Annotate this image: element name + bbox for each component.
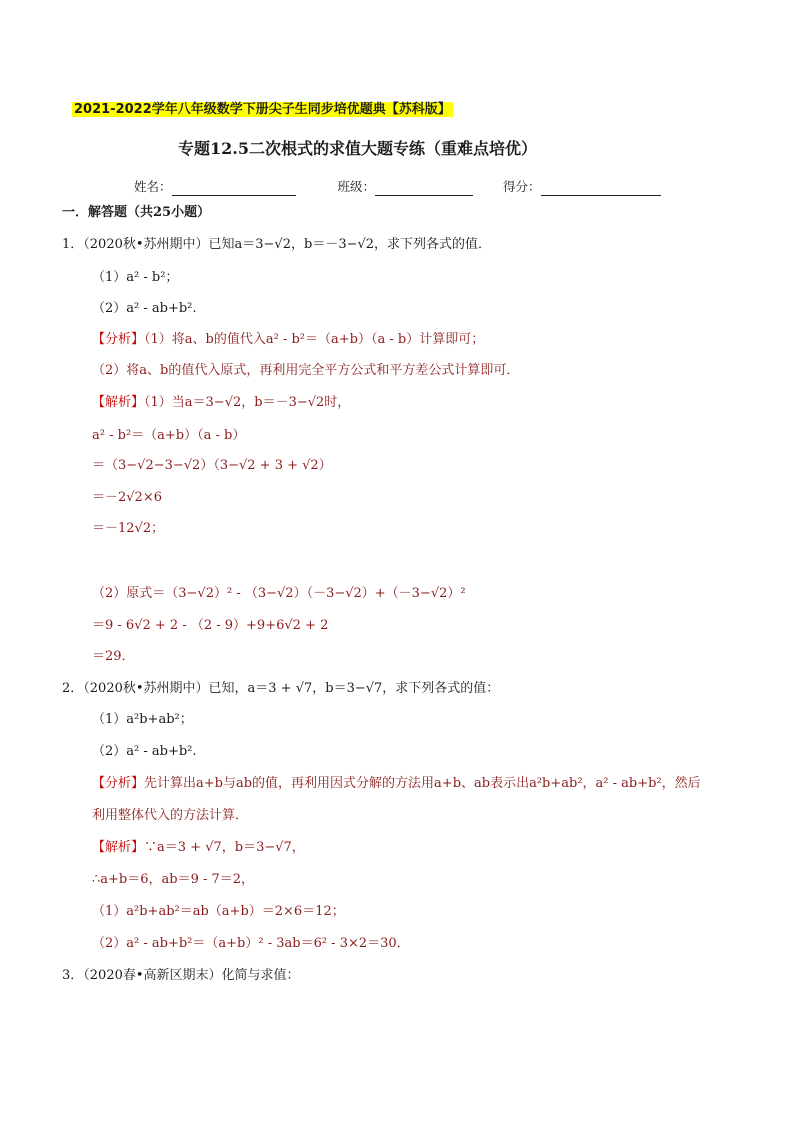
q1-part2: （2）a² - ab+b². [92,301,197,316]
q1-part1: （1）a² - b²； [92,270,179,285]
q2-solution-intro-text: ∵a＝3 + √7，b＝3−√7， [144,840,305,855]
q2-analysis-line2: 利用整体代入的方法计算． [92,808,249,823]
q2-part2: （2）a² - ab+b². [92,744,197,759]
q1-solution-intro [92,394,350,412]
q1-step4: ＝－12√2； [92,521,165,536]
q2-part1: （1）a²b+ab²； [92,712,193,727]
q1-solution-intro-text: （1）当a＝3−√2，b＝－3−√2时， [144,395,351,410]
q2-step3: （2）a² - ab+b²＝（a+b）² - 3ab＝6² - 3×2＝30． [92,936,410,951]
q3-stem: 3．（2020春•高新区期末）化简与求值： [62,968,300,983]
page-title: 专题12.5二次根式的求值大题专练（重难点培优） [178,139,537,158]
score-field[interactable] [503,178,661,196]
section-heading: 一．解答题（共25小题） [62,205,211,220]
name-field[interactable] [134,178,296,196]
q1-step7: ＝29． [92,649,135,664]
q2-solution-intro [92,839,305,857]
score-blank[interactable] [541,182,661,196]
q2-stem: 2．（2020秋•苏州期中）已知，a＝3 + √7，b＝3−√7，求下列各式的值： [62,681,500,696]
student-info-row [134,178,661,196]
q2-step2: （1）a²b+ab²＝ab（a+b）＝2×6＝12； [92,904,345,919]
q1-solution-tag: 【解析】 [92,395,145,410]
q1-step1: a² - b²＝（a+b）（a - b） [92,428,246,443]
q2-analysis-text1: 先计算出a+b与ab的值，再利用因式分解的方法用a+b、ab表示出a²b+ab²，a² - ab+b²，然后 [144,776,701,791]
q1-step6: ＝9 - 6√2 + 2 - （2 - 9）+9+6√2 + 2 [92,618,329,633]
q1-stem: 1．（2020秋•苏州期中）已知a＝3−√2，b＝－3−√2，求下列各式的值． [62,237,492,252]
q1-analysis-line2: （2）将a、b的值代入原式，再利用完全平方公式和平方差公式计算即可． [92,363,520,378]
q1-analysis-text1: （1）将a、b的值代入a² - b²＝（a+b）（a - b）计算即可； [144,332,485,347]
series-banner: 2021-2022学年八年级数学下册尖子生同步培优题典【苏科版】 [74,102,451,117]
q2-solution-tag: 【解析】 [92,840,145,855]
q1-analysis-tag: 【分析】 [92,332,145,347]
name-label: 姓名： [134,179,172,194]
q1-analysis-line1 [92,331,484,349]
q2-analysis-line1 [92,775,701,793]
q1-step2: ＝（3−√2−3−√2）（3−√2 + 3 + √2） [92,458,332,473]
q1-step3: ＝－2√2×6 [92,490,162,505]
class-field[interactable] [338,178,474,196]
q1-step5: （2）原式＝（3−√2）² - （3−√2）（－3−√2）+（－3−√2）² [92,586,466,601]
class-label: 班级： [337,179,376,194]
class-blank[interactable] [375,182,473,196]
q2-analysis-tag: 【分析】 [92,776,145,791]
name-blank[interactable] [172,182,296,196]
score-label: 得分： [503,179,541,194]
q2-step1: ∴a+b＝6，ab＝9 - 7＝2， [92,872,255,887]
